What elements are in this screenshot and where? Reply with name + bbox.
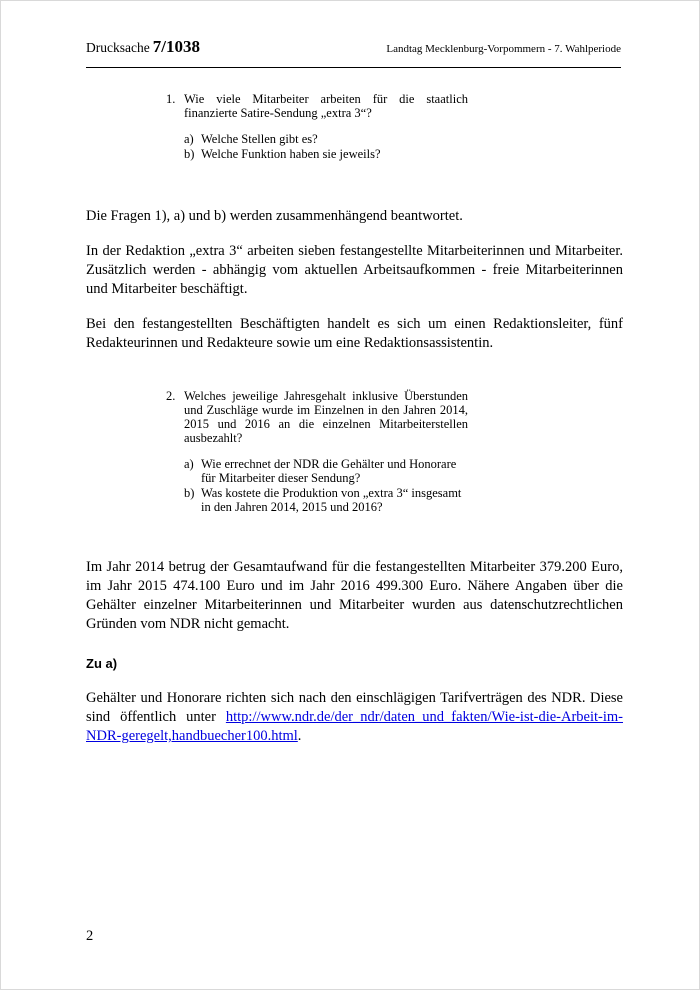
sub-item-text: Was kostete die Produktion von „extra 3“ insgesamt in den Jahren 2014, 2015 und 2016? <box>201 486 462 514</box>
sub-item-label: a) <box>184 132 194 146</box>
page-number: 2 <box>86 928 94 944</box>
question-1-main <box>166 92 468 120</box>
section-heading-zu-a: Zu a) <box>86 656 118 671</box>
sub-item-text: Welche Funktion haben sie jeweils? <box>201 147 381 161</box>
parliament-label: Landtag Mecklenburg-Vorpommern - 7. Wahlperiode <box>386 43 621 55</box>
question-2-text: Welches jeweilige Jahresgehalt inklusive Überstunden und Zuschläge wurde im Einzelnen in den Jahren 2014, 2015 und 2016 an die einzelnen Mitarbeiterstellen ausbezahlt? <box>184 389 468 445</box>
answer-2-paragraph: Im Jahr 2014 betrug der Gesamtaufwand für die festangestellten Mitarbeiter 379.200 Euro, im Jahr 2015 474.100 Euro und im Jahr 2016 499.300 Euro. Nähere Angaben über die Gehälter einzelner Mitarbeiterinnen und Mitarbeiter wurden aus datenschutzrechtlichen Gründen vom NDR nicht gemacht. <box>86 559 623 632</box>
question-1-text: Wie viele Mitarbeiter arbeiten für die staatlich finanzierte Satire-Sendung „extra 3“? <box>184 92 468 120</box>
zu-a-text-after-link: . <box>297 728 302 744</box>
document-header <box>86 37 621 57</box>
header-rule <box>86 67 621 68</box>
question-1-number: 1. <box>166 92 176 106</box>
sub-item-label: b) <box>184 486 195 500</box>
question-1-sub-items <box>184 132 468 161</box>
answer-1-paragraph-1: Die Fragen 1), a) und b) werden zusammenhängend beantwortet. <box>86 208 463 224</box>
zu-a-text-before-link: Gehälter und Honorare richten sich nach den einschlägigen Tarifverträgen des NDR. Diese sind öffentlich unter <box>86 690 623 725</box>
question-1-sub-item-a <box>184 132 468 146</box>
doc-type-label: Drucksache <box>86 40 150 55</box>
question-1-sub-item-b <box>184 147 468 161</box>
doc-id <box>86 37 200 57</box>
question-2-sub-items <box>184 457 468 514</box>
question-1-block <box>166 92 468 161</box>
question-2-sub-item-b <box>184 486 468 514</box>
question-2-block <box>166 389 468 514</box>
question-2-main <box>166 389 468 445</box>
sub-item-label: a) <box>184 457 194 471</box>
ndr-tariff-link[interactable]: http://www.ndr.de/der_ndr/daten_und_fakten/Wie-ist-die-Arbeit-im-NDR-geregelt,handbuecher100.html <box>86 709 623 744</box>
sub-item-text: Welche Stellen gibt es? <box>201 132 318 146</box>
question-2-number: 2. <box>166 389 176 403</box>
question-2-sub-item-a <box>184 457 468 485</box>
zu-a-paragraph <box>86 689 623 746</box>
answer-1-paragraph-3: Bei den festangestellten Beschäftigten handelt es sich um einen Redaktionsleiter, fünf Redakteurinnen und Redakteure sowie um eine Redaktionsassistentin. <box>86 316 623 351</box>
doc-number: 7/1038 <box>152 37 200 56</box>
sub-item-text: Wie errechnet der NDR die Gehälter und Honorare für Mitarbeiter dieser Sendung? <box>201 457 457 485</box>
answer-1-paragraph-2: In der Redaktion „extra 3“ arbeiten sieben festangestellte Mitarbeiterinnen und Mitarbeiter. Zusätzlich werden - abhängig vom aktuellen Arbeitsaufkommen - freie Mitarbeiterinnen und Mitarbeiter beschäftigt. <box>86 243 623 297</box>
sub-item-label: b) <box>184 147 195 161</box>
